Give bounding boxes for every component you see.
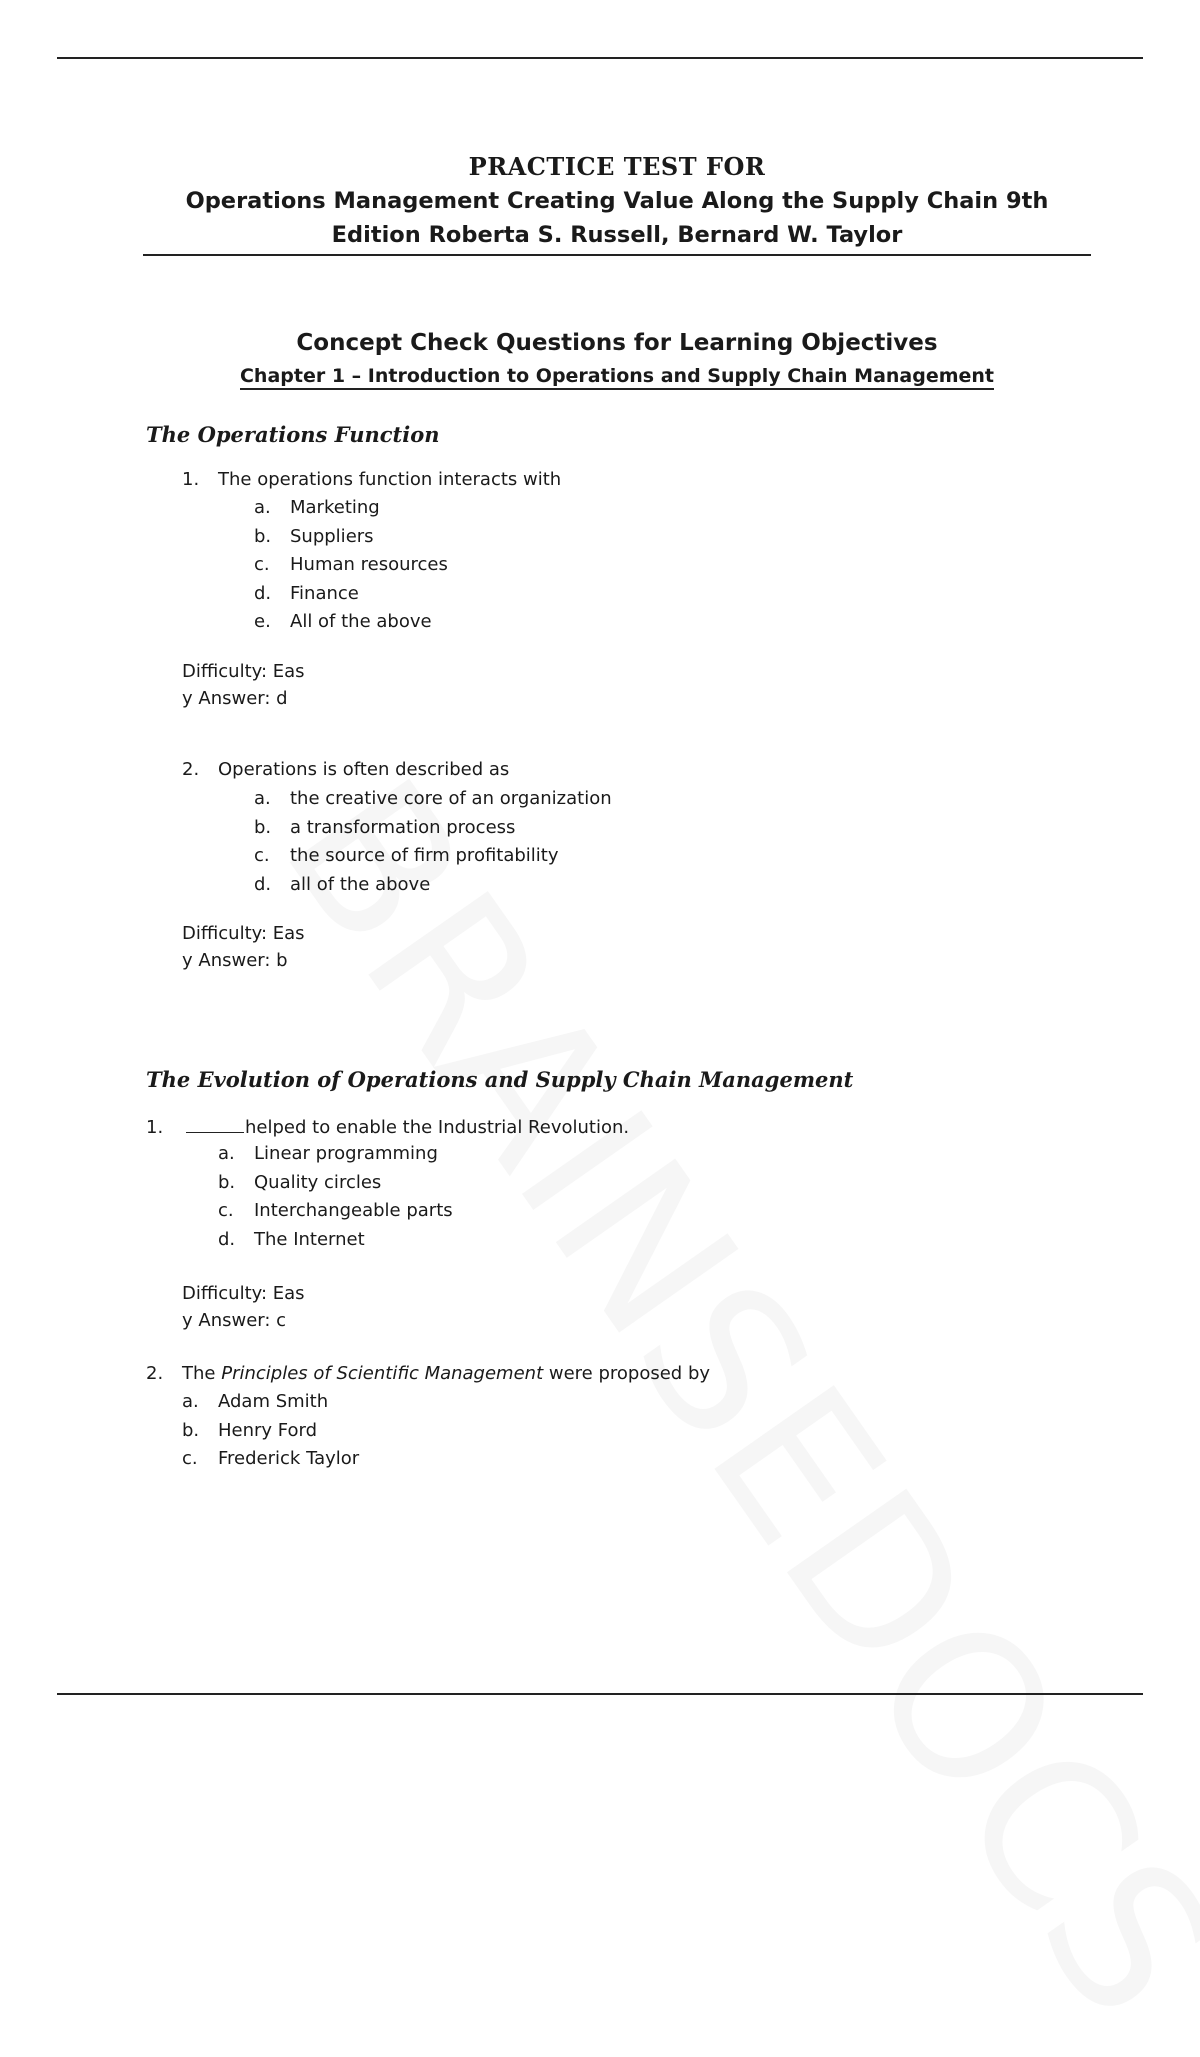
option-text: Finance [290, 582, 359, 604]
section-heading-operations-function: The Operations Function [146, 422, 440, 447]
practice-test-label: PRACTICE TEST FOR [468, 152, 766, 181]
option-letter: b. [254, 525, 272, 547]
question-1-2 [182, 758, 509, 782]
question-text: The operations function interacts with [218, 469, 562, 490]
option-letter: b. [254, 816, 272, 838]
chapter-title-text: Chapter 1 – Introduction to Operations and Supply Chain Management [240, 365, 994, 390]
option-letter: a. [218, 1143, 235, 1164]
header-rule [143, 254, 1091, 256]
option-text: a transformation process [290, 816, 516, 838]
question-number: 1. [146, 1117, 164, 1138]
option-c [218, 1199, 453, 1228]
option-text: Human resources [290, 554, 448, 575]
answer-line: y Answer: c [182, 1310, 287, 1331]
watermark [239, 740, 1200, 2057]
option-text: The Internet [254, 1228, 365, 1250]
option-d [218, 1228, 453, 1257]
option-d [254, 582, 448, 611]
chapter-title [143, 362, 1091, 390]
section-heading-evolution: The Evolution of Operations and Supply Chain Management [146, 1067, 854, 1092]
question-text-after: were proposed by [548, 1363, 711, 1384]
question-text: helped to enable the Industrial Revolution. [245, 1117, 630, 1138]
option-letter: e. [254, 611, 271, 632]
option-a [182, 1390, 359, 1419]
difficulty-line: Difficulty: Eas [182, 661, 305, 682]
option-text: all of the above [290, 873, 431, 895]
option-a [218, 1142, 453, 1171]
option-text: Interchangeable parts [254, 1200, 453, 1221]
option-letter: a. [254, 788, 271, 809]
question-text-italic: Principles of Scientific Management [221, 1363, 544, 1384]
question-text-before: The [182, 1363, 216, 1384]
option-letter: a. [254, 497, 271, 518]
option-a [254, 787, 612, 816]
option-letter: c. [182, 1448, 198, 1469]
option-text: the source of firm profitability [290, 845, 559, 866]
options-list [182, 1390, 359, 1476]
option-letter: b. [218, 1171, 236, 1193]
question-2-2 [146, 1362, 710, 1386]
question-number: 2. [146, 1363, 164, 1384]
option-letter: d. [254, 873, 272, 895]
options-list [254, 787, 612, 901]
option-c [182, 1447, 359, 1476]
option-b [218, 1171, 453, 1200]
option-text: Quality circles [254, 1171, 382, 1193]
question-number: 1. [182, 469, 200, 490]
question-1-1 [182, 468, 561, 492]
options-list [254, 496, 448, 639]
fill-in-blank [186, 1114, 244, 1133]
option-letter: c. [218, 1200, 234, 1221]
question-number: 2. [182, 759, 200, 780]
option-b [254, 816, 612, 845]
option-text: Suppliers [290, 525, 374, 547]
document-header [143, 150, 1091, 252]
concept-check-title: Concept Check Questions for Learning Objectives [296, 330, 938, 356]
option-letter: d. [254, 582, 272, 604]
question-meta [182, 920, 305, 974]
question-meta [182, 1280, 305, 1334]
book-title: Operations Management Creating Value Along the Supply Chain 9th Edition Roberta S. Russell, Bernard W. Taylor [185, 188, 1049, 248]
option-text: Frederick Taylor [218, 1448, 360, 1469]
option-letter: b. [182, 1419, 200, 1441]
option-text: Adam Smith [218, 1391, 329, 1412]
option-letter: c. [254, 554, 270, 575]
option-text: All of the above [290, 611, 432, 632]
top-rule [57, 57, 1143, 59]
option-text: the creative core of an organization [290, 788, 612, 809]
option-letter: d. [218, 1228, 236, 1250]
bottom-rule [57, 1693, 1143, 1695]
answer-line: y Answer: d [182, 688, 288, 709]
question-text: Operations is often described as [218, 759, 510, 780]
option-d [254, 873, 612, 902]
option-b [182, 1419, 359, 1448]
option-c [254, 844, 612, 873]
answer-line: y Answer: b [182, 950, 288, 971]
option-text: Linear programming [254, 1143, 438, 1164]
difficulty-line: Difficulty: Eas [182, 923, 305, 944]
difficulty-line: Difficulty: Eas [182, 1283, 305, 1304]
option-a [254, 496, 448, 525]
option-text: Marketing [290, 497, 380, 518]
option-c [254, 553, 448, 582]
option-b [254, 525, 448, 554]
question-meta [182, 658, 305, 712]
option-letter: a. [182, 1391, 199, 1412]
option-text: Henry Ford [218, 1419, 318, 1441]
option-letter: c. [254, 845, 270, 866]
question-2-1 [146, 1114, 629, 1140]
options-list [218, 1142, 453, 1256]
option-e [254, 610, 448, 639]
